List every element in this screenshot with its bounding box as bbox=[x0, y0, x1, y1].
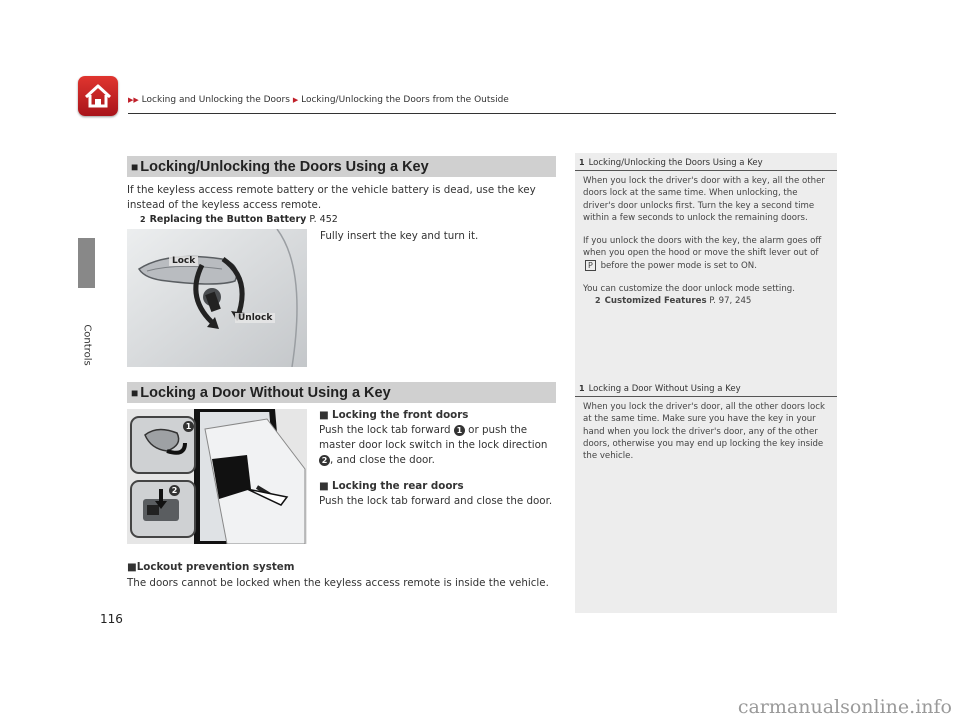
lockout-title: ■Lockout prevention system bbox=[127, 561, 295, 573]
section-heading-key: ■ Locking/Unlocking the Doors Using a Key bbox=[127, 156, 556, 177]
label-lock: Lock bbox=[169, 256, 198, 266]
note2-rule bbox=[575, 396, 837, 397]
key-instruction: Fully insert the key and turn it. bbox=[320, 230, 479, 242]
section1-intro: If the keyless access remote battery or the vehicle battery is dead, use the key instead of the keyless access remote. bbox=[127, 184, 536, 211]
door-handle-illustration bbox=[127, 229, 307, 367]
breadcrumb bbox=[128, 95, 509, 105]
watermark: carmanualsonline.info bbox=[737, 696, 952, 718]
home-button[interactable] bbox=[78, 76, 118, 116]
chapter-tab bbox=[78, 238, 95, 288]
ref-customized-features[interactable]: 2 Customized Features P. 97, 245 bbox=[595, 296, 752, 307]
note1-rule bbox=[575, 170, 837, 171]
chapter-label: Controls bbox=[81, 324, 92, 366]
rear-doors-title: ■ Locking the rear doors bbox=[319, 480, 464, 492]
note1-title: 1 Locking/Unlocking the Doors Using a Key bbox=[579, 158, 763, 168]
header-rule bbox=[128, 113, 836, 114]
callout-1: 1 bbox=[183, 421, 194, 432]
note1-body: When you lock the driver's door with a key, all the other doors lock at the same time. When unlocking, the driver's door unlocks first. Turn the key a second time within a few seconds to unlock the remaining doors. If you unlock the doors with the key, the alarm goes off when you open the hood or move the shift lever out of P before the power mode is set to ON. You can customize the door unlock mode setting. 2 Customized Features P. 97, 245 bbox=[583, 175, 831, 308]
section-square-icon: ■ bbox=[319, 409, 333, 421]
key-figure bbox=[127, 229, 307, 367]
label-unlock: Unlock bbox=[235, 313, 275, 323]
callout-2: 2 bbox=[169, 485, 180, 496]
breadcrumb-arrow-icon: ▶▶ bbox=[128, 96, 139, 104]
section-heading-no-key: ■ Locking a Door Without Using a Key bbox=[127, 382, 556, 403]
front-doors-title: ■ Locking the front doors bbox=[319, 409, 469, 421]
callout-1-inline: 1 bbox=[454, 425, 465, 436]
reference-arrow-icon: 2 bbox=[595, 296, 601, 306]
breadcrumb-arrow-icon: ▶ bbox=[292, 96, 299, 104]
reference-arrow-icon: 2 bbox=[140, 215, 146, 224]
p-key-icon: P bbox=[585, 260, 596, 271]
note2-title: 1 Locking a Door Without Using a Key bbox=[579, 384, 741, 394]
breadcrumb-link-1[interactable]: Locking and Unlocking the Doors bbox=[141, 95, 290, 105]
breadcrumb-link-2[interactable]: Locking/Unlocking the Doors from the Outside bbox=[301, 95, 509, 105]
front-doors-text: Push the lock tab forward 1 or push the master door lock switch in the lock direction 2 , and close the door. bbox=[319, 424, 548, 466]
section-square-icon: ■ bbox=[127, 561, 137, 573]
rear-doors-text: Push the lock tab forward and close the door. bbox=[319, 495, 553, 507]
note-marker-icon: 1 bbox=[579, 384, 585, 393]
note2-body: When you lock the driver's door, all the other doors lock at the same time. Make sure you have the key in your hand when you lock the driver's door, any of the other doors, otherwise you may end up locking the key inside the vehicle. bbox=[583, 402, 825, 462]
section-square-icon: ■ bbox=[131, 159, 139, 174]
ref-replacing-battery[interactable]: 2 Replacing the Button Battery P. 452 bbox=[140, 214, 338, 225]
page-number: 116 bbox=[100, 612, 123, 626]
lockout-text: The doors cannot be locked when the keyless access remote is inside the vehicle. bbox=[127, 577, 549, 589]
door-lock-figure bbox=[127, 409, 307, 544]
home-icon bbox=[78, 76, 118, 116]
door-lock-illustration bbox=[127, 409, 307, 544]
callout-2-inline: 2 bbox=[319, 455, 330, 466]
note-marker-icon: 1 bbox=[579, 158, 585, 167]
section-square-icon: ■ bbox=[319, 480, 333, 492]
section-square-icon: ■ bbox=[131, 385, 139, 400]
